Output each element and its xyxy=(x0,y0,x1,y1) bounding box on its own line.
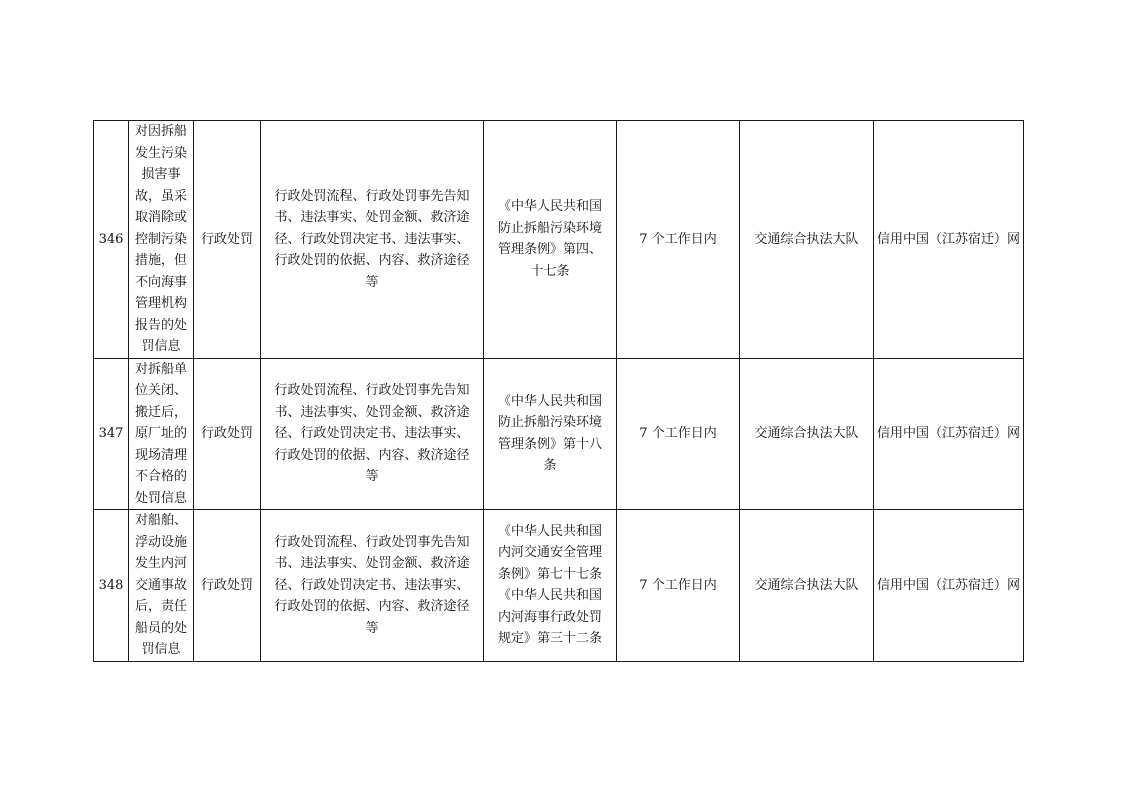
agency-cell xyxy=(740,358,874,510)
channel-cell xyxy=(874,510,1024,662)
category-cell xyxy=(194,358,261,510)
category-text: 行政处罚 xyxy=(200,577,253,593)
deadline-cell xyxy=(617,358,740,510)
disclosure-table xyxy=(93,120,1024,662)
deadline-cell xyxy=(617,121,740,359)
content-cell xyxy=(261,510,484,662)
row-number-cell xyxy=(94,121,129,359)
subject-cell xyxy=(129,510,194,662)
row-number: 348 xyxy=(98,577,124,593)
deadline-cell xyxy=(617,510,740,662)
content-cell xyxy=(261,358,484,510)
table-row xyxy=(94,510,1024,662)
deadline-text: 7 个工作日内 xyxy=(639,426,717,441)
content-text: 行政处罚流程、行政处罚事先告知书、违法事实、处罚金额、救济途径、行政处罚决定书、违法事实、行政处罚的依据、内容、救济途径等 xyxy=(274,383,470,484)
row-number-cell xyxy=(94,358,129,510)
category-text: 行政处罚 xyxy=(200,231,253,247)
row-number: 346 xyxy=(98,231,124,247)
content-text: 行政处罚流程、行政处罚事先告知书、违法事实、处罚金额、救济途径、行政处罚决定书、违法事实、行政处罚的依据、内容、救济途径等 xyxy=(274,188,470,290)
deadline-text: 7 个工作日内 xyxy=(639,231,717,247)
content-text: 行政处罚流程、行政处罚事先告知书、违法事实、处罚金额、救济途径、行政处罚决定书、违法事实、行政处罚的依据、内容、救济途径等 xyxy=(274,534,470,636)
agency-text: 交通综合执法大队 xyxy=(754,231,859,247)
agency-cell xyxy=(740,510,874,662)
table-row xyxy=(94,121,1024,359)
subject-cell xyxy=(129,358,194,510)
subject-text: 对拆船单位关闭、搬迁后，原厂址的现场清理不合格的处罚信息 xyxy=(134,361,187,506)
table-row xyxy=(94,358,1024,510)
category-cell xyxy=(194,121,261,359)
basis-cell xyxy=(484,121,617,359)
agency-cell xyxy=(740,121,874,359)
basis-text: 《中华人民共和国防止拆船污染环境管理条例》第十八条 xyxy=(497,393,602,474)
row-number-cell xyxy=(94,510,129,662)
category-text: 行政处罚 xyxy=(200,426,253,441)
basis-text: 《中华人民共和国内河交通安全管理条例》第七十七条《中华人民共和国内河海事行政处罚规定》第三十二条 xyxy=(497,523,602,647)
subject-text: 对因拆船发生污染损害事故，虽采取消除或控制污染措施，但不向海事管理机构报告的处罚信息 xyxy=(134,124,187,354)
category-cell xyxy=(194,510,261,662)
channel-cell xyxy=(874,358,1024,510)
agency-text: 交通综合执法大队 xyxy=(754,426,859,441)
subject-cell xyxy=(129,121,194,359)
channel-text: 信用中国（江苏宿迁）网 xyxy=(877,426,1021,441)
row-number: 347 xyxy=(98,426,124,441)
basis-cell xyxy=(484,358,617,510)
channel-text: 信用中国（江苏宿迁）网 xyxy=(877,577,1021,593)
channel-cell xyxy=(874,121,1024,359)
deadline-text: 7 个工作日内 xyxy=(639,577,717,593)
agency-text: 交通综合执法大队 xyxy=(754,577,859,593)
basis-cell xyxy=(484,510,617,662)
subject-text: 对船舶、浮动设施发生内河交通事故后，责任船员的处罚信息 xyxy=(134,513,187,657)
content-cell xyxy=(261,121,484,359)
basis-text: 《中华人民共和国防止拆船污染环境管理条例》第四、十七条 xyxy=(497,199,602,279)
channel-text: 信用中国（江苏宿迁）网 xyxy=(877,231,1021,247)
